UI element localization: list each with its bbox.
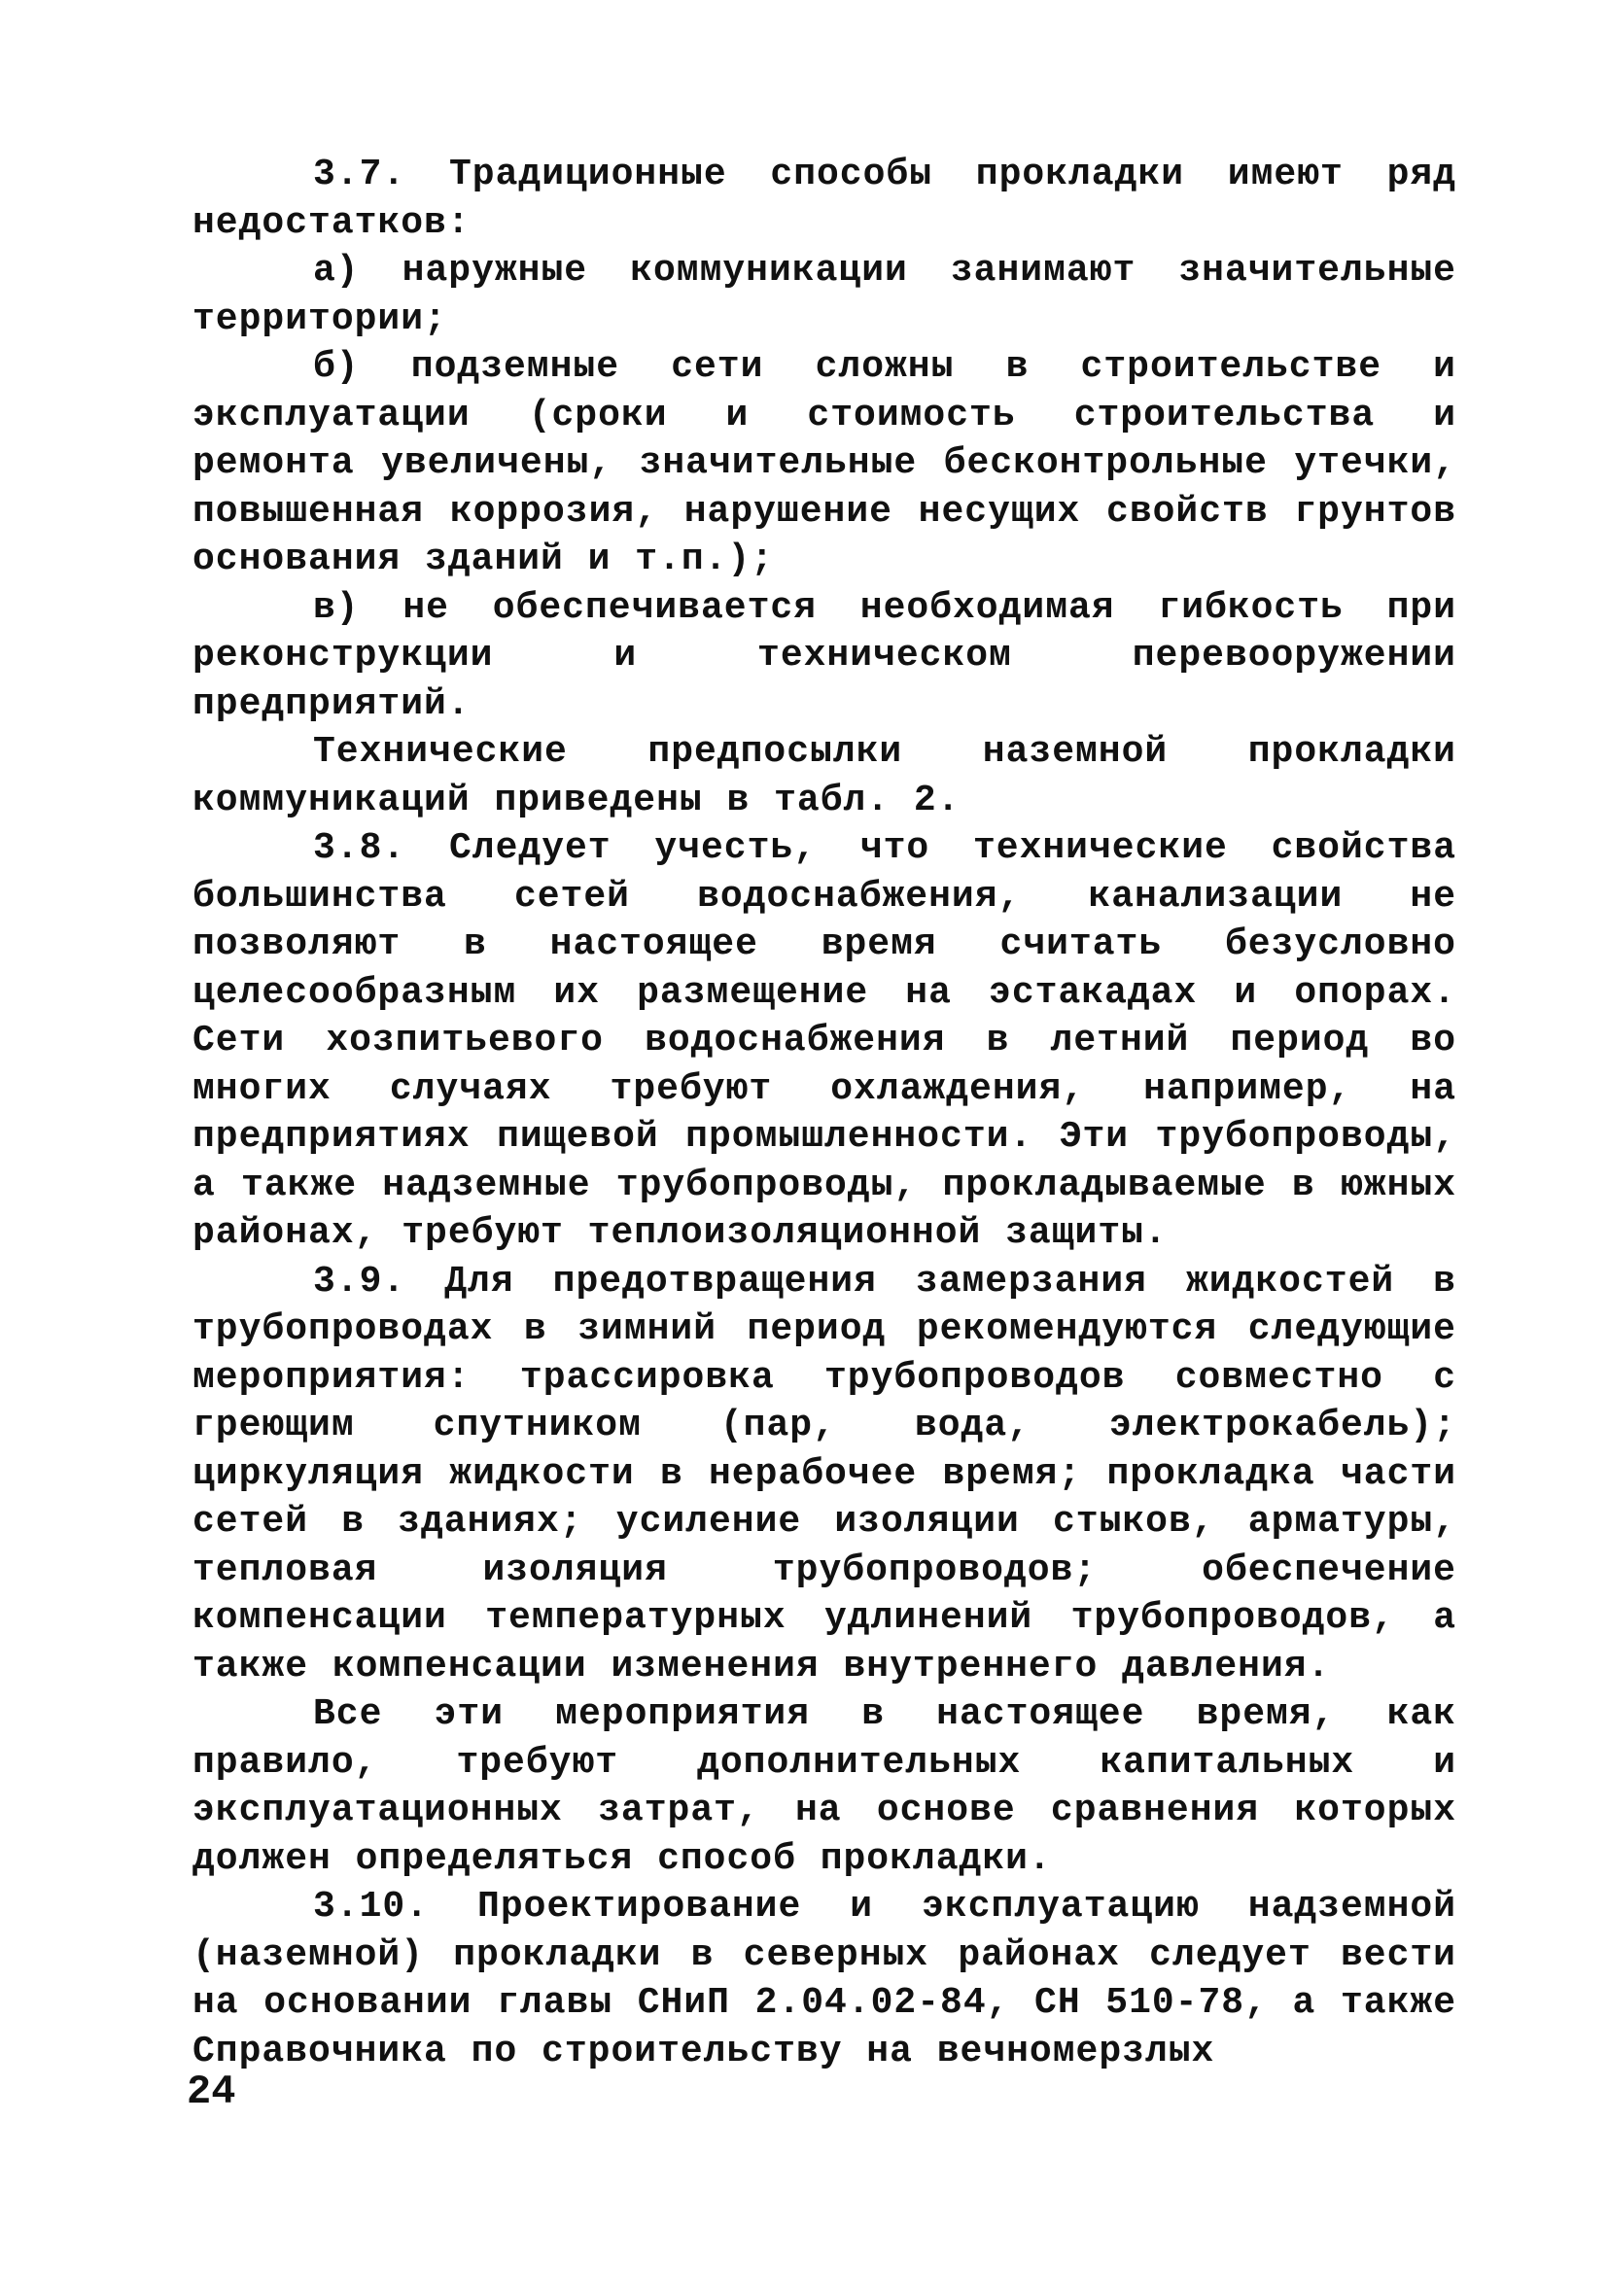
paragraph-3-7: 3.7. Традиционные способы прокладки имеют ряд недостатков:	[192, 154, 1456, 244]
paragraph-measures-costs: Все эти мероприятия в настоящее время, как правило, требуют дополнительных капитальных и эксплуатационных затрат, на основе сравнения которых должен определяться способ прокладки.	[192, 1693, 1456, 1880]
paragraph-3-10: 3.10. Проектирование и эксплуатацию надземной (наземной) прокладки в северных районах следует вести на основании главы СНиП 2.04.02-84, СН 510-78, а также Справочника по строительству на вечномерзлых	[192, 1886, 1456, 2072]
paragraph-3-8: 3.8. Следует учесть, что технические свойства большинства сетей водоснабжения, канализации не позволяют в настоящее время считать безусловно целесообразным их размещение на эстакадах и опорах. Сети хозпитьевого водоснабжения в летний период во многих случаях требуют охлаждения, например, на предприятиях пищевой промышленности. Эти трубопроводы, а также надземные трубопроводы, прокладываемые в южных районах, требуют теплоизоляционной защиты.	[192, 827, 1456, 1254]
paragraph-item-v: в) не обеспечивается необходимая гибкость при реконструкции и техническом перевооружении предприятий.	[192, 586, 1456, 725]
body-text	[192, 151, 1456, 2075]
paragraph-table-reference: Технические предпосылки наземной прокладки коммуникаций приведены в табл. 2.	[192, 731, 1456, 821]
paragraph-item-b: б) подземные сети сложны в строительстве и эксплуатации (сроки и стоимость строительства и ремонта увеличены, значительные бесконтрольные утечки, повышенная коррозия, нарушение несущих свойств грунтов основания зданий и т.п.);	[192, 346, 1456, 580]
page-number: 24	[187, 2069, 236, 2115]
paragraph-3-9: 3.9. Для предотвращения замерзания жидкостей в трубопроводах в зимний период рекомендуются следующие мероприятия: трассировка трубопроводов совместно с греющим спутником (пар, вода, электрокабель); циркуляция жидкости в нерабочее время; прокладка части сетей в зданиях; усиление изоляции стыков, арматуры, тепловая изоляция трубопроводов; обеспечение компенсации температурных удлинений трубопроводов, а также компенсации изменения внутреннего давления.	[192, 1260, 1456, 1687]
paragraph-item-a: а) наружные коммуникации занимают значительные территории;	[192, 250, 1456, 340]
